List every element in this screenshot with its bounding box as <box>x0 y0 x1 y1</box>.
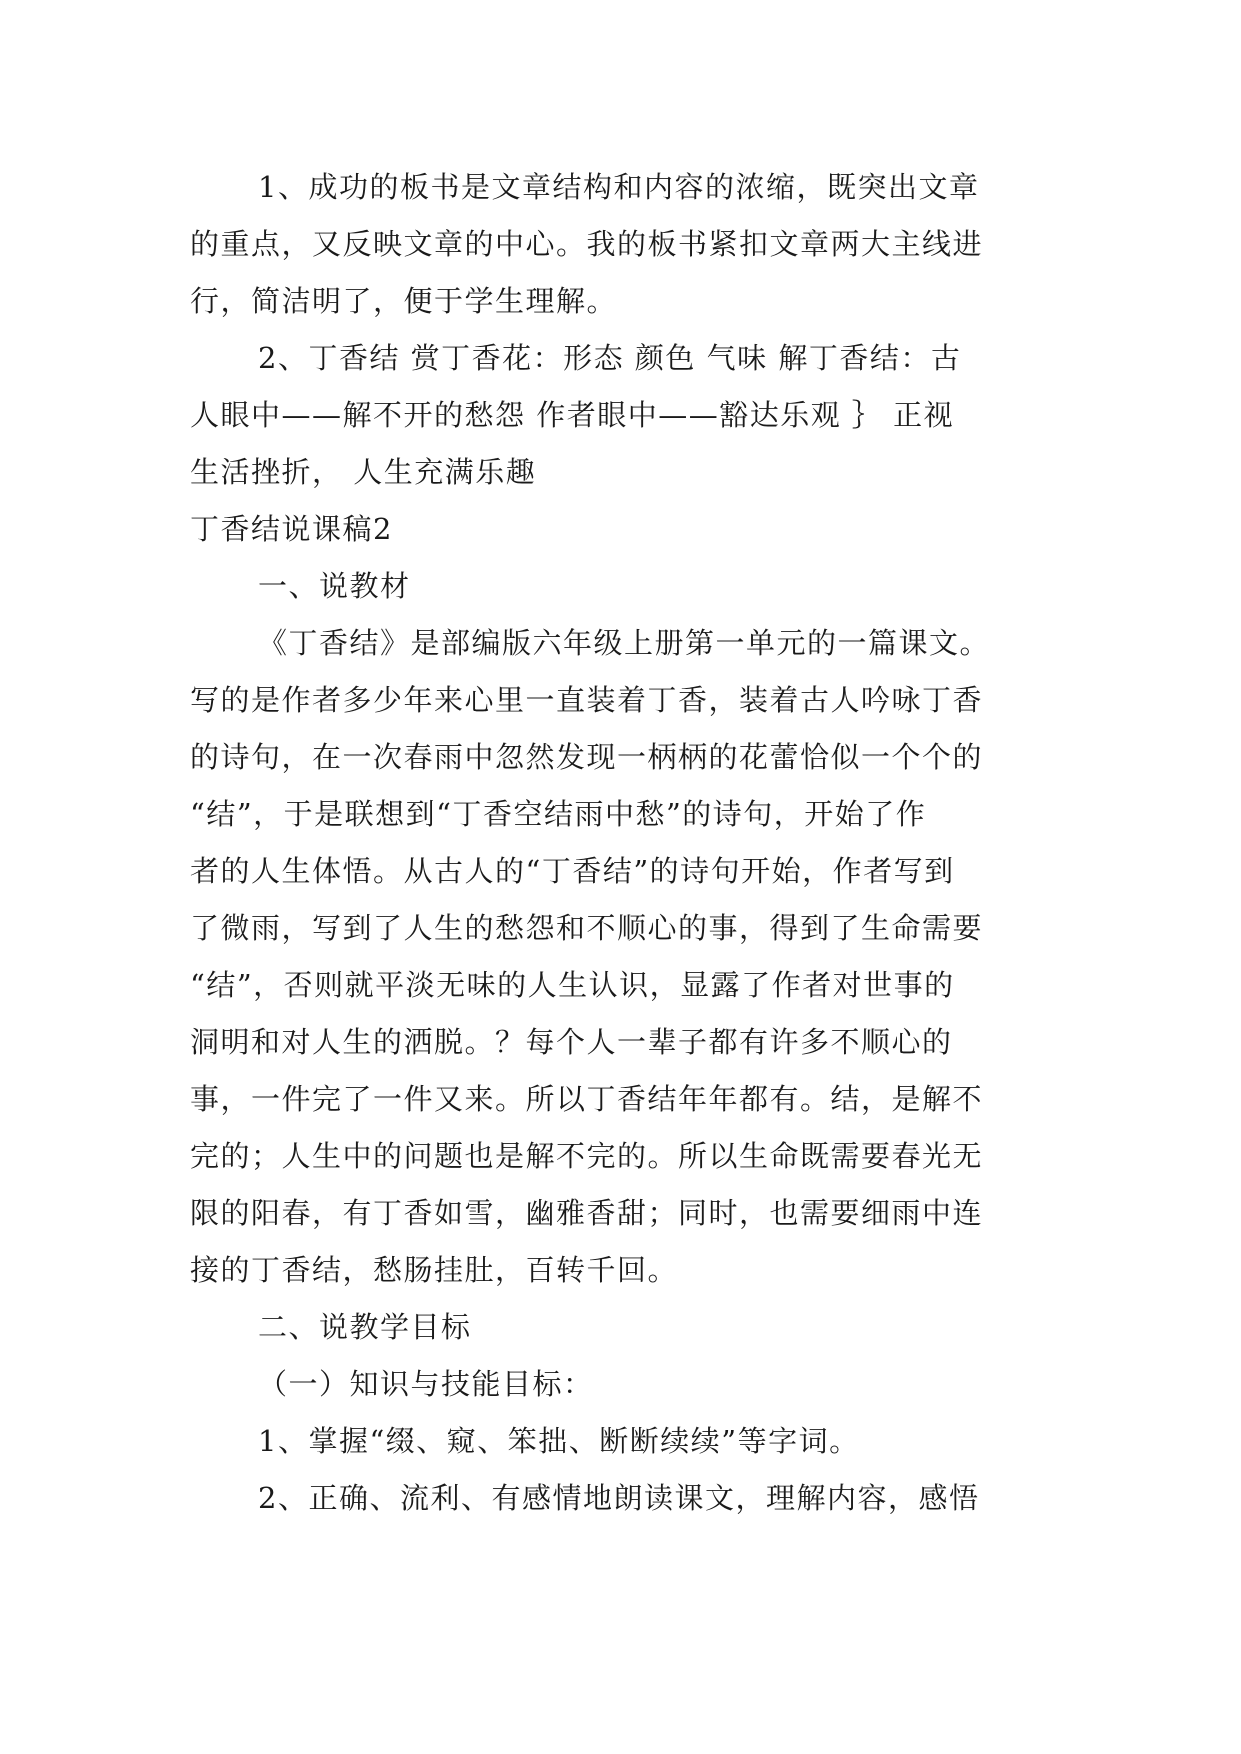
paragraph-line: 的重点，又反映文章的中心。我的板书紧扣文章两大主线进 <box>190 227 984 261</box>
section-title: 丁香结说课稿2 <box>190 512 393 546</box>
paragraph-line: 1、成功的板书是文章结构和内容的浓缩，既突出文章 <box>258 170 980 204</box>
paragraph-line: 生活挫折， 人生充满乐趣 <box>190 455 537 489</box>
list-item: 1、掌握“缀、窥、笨拙、断断续续”等字词。 <box>258 1424 860 1458</box>
paragraph-line: 行，简洁明了，便于学生理解。 <box>190 284 618 318</box>
paragraph-line: 《丁香结》是部编版六年级上册第一单元的一篇课文。 <box>258 626 991 660</box>
section-heading: 二、说教学目标 <box>258 1310 472 1344</box>
subsection-heading: （一）知识与技能目标： <box>258 1367 594 1401</box>
paragraph-line: 者的人生体悟。从古人的“丁香结”的诗句开始，作者写到 <box>190 854 955 888</box>
paragraph-line: “结”，否则就平淡无味的人生认识，显露了作者对世事的 <box>190 968 955 1002</box>
paragraph-line: “结”，于是联想到“丁香空结雨中愁”的诗句，开始了作 <box>190 797 927 831</box>
paragraph-line: 事，一件完了一件又来。所以丁香结年年都有。结，是解不 <box>190 1082 984 1116</box>
paragraph-line: 洞明和对人生的洒脱。？每个人一辈子都有许多不顺心的 <box>190 1025 953 1059</box>
paragraph-line: 了微雨，写到了人生的愁怨和不顺心的事，得到了生命需要 <box>190 911 984 945</box>
paragraph-line: 限的阳春，有丁香如雪，幽雅香甜；同时，也需要细雨中连 <box>190 1196 984 1230</box>
paragraph-line: 写的是作者多少年来心里一直装着丁香，装着古人吟咏丁香 <box>190 683 984 717</box>
paragraph-line: 人眼中——解不开的愁怨 作者眼中——豁达乐观 ｝ 正视 <box>190 398 955 432</box>
section-heading: 一、说教材 <box>258 569 411 603</box>
list-item: 2、正确、流利、有感情地朗读课文，理解内容，感悟 <box>258 1481 980 1515</box>
paragraph-line: 接的丁香结，愁肠挂肚，百转千回。 <box>190 1253 679 1287</box>
paragraph-line: 2、丁香结 赏丁香花：形态 颜色 气味 解丁香结：古 <box>258 341 962 375</box>
paragraph-line: 完的；人生中的问题也是解不完的。所以生命既需要春光无 <box>190 1139 984 1173</box>
paragraph-line: 的诗句，在一次春雨中忽然发现一柄柄的花蕾恰似一个个的 <box>190 740 984 774</box>
